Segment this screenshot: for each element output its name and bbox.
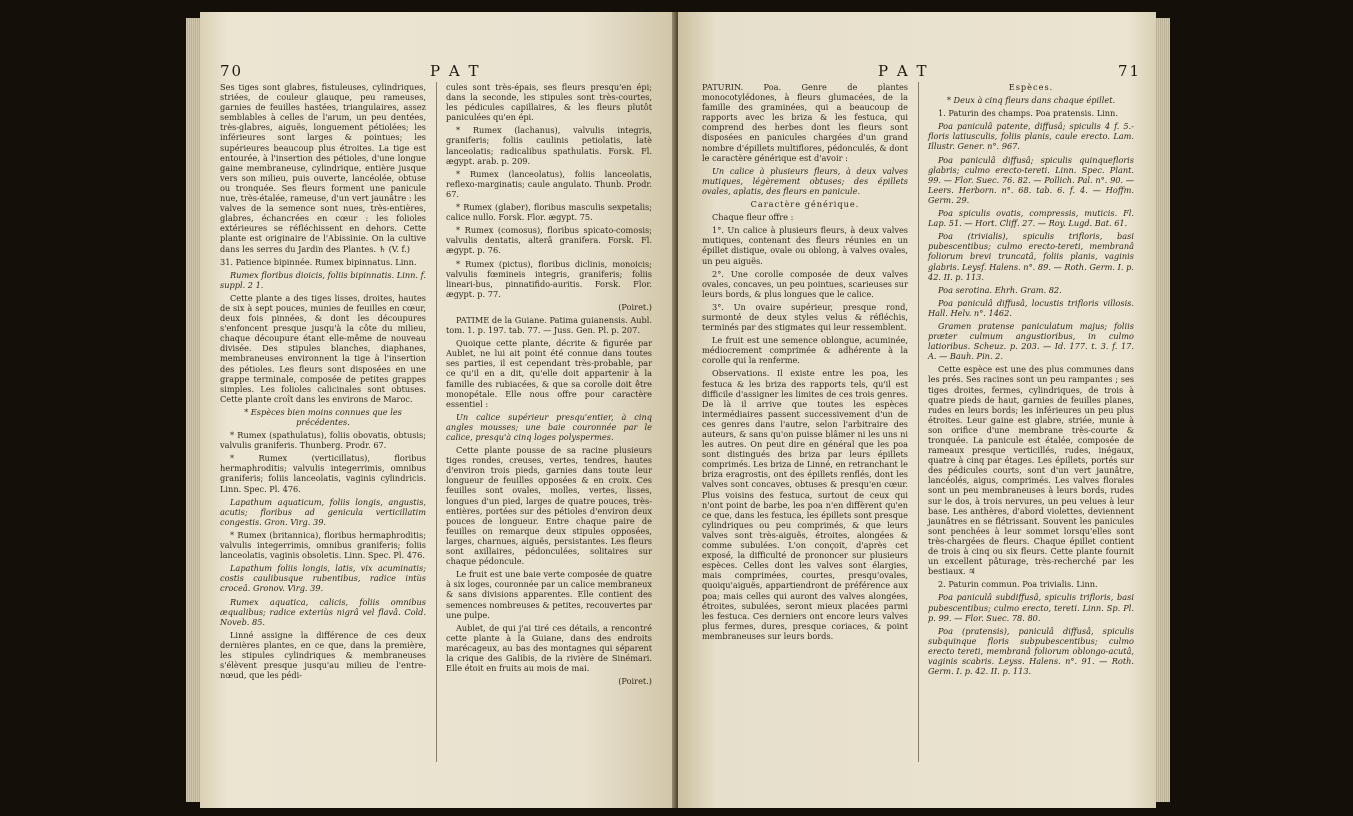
paragraph: * Rumex (britannica), floribus hermaphroditis; valvulis integerrimis, omnibus graniferis; foliis lanceolatis, vaginis obsoletis. Linn. Spec. Pl. 476. [220,529,426,561]
paragraph: Gramen pratense paniculatum majus; foliis præter culmum angustioribus, in culmo latioribus. Scheuz. p. 203. — Id. 177. t. 3. f. 17. A. — Bauh. Pin. 2. [928,320,1134,362]
column-rule [918,82,919,762]
paragraph: Poa paniculâ diffusâ, locustis trifloris villosis. Hall. Helv. n°. 1462. [928,297,1134,318]
left-page-number: 70 [220,62,244,80]
author-signature: (Poiret.) [618,301,652,312]
section-heading: Espèces. [1008,82,1054,92]
paragraph: Observations. Il existe entre les poa, les festuca & les briza des rapports tels, qu'il est difficile d'assigner les limites de ces trois genres. De là il arrive que toutes les espèces intermédiaires passent successivement d'un de ces genres dans l'autre, selon l'arbitraire des auteurs, & sans qu'on puisse blâmer ni les uns ni les autres. On peut dire en général que les poa sont distingués des briza par leurs épillets comprimés. Les briza de Linné, en retranchant le briza eragrostis, ont des épillets renflés, dont les valves sont concaves, obtuses & presqu'en cœur. Plus voisins des festuca, surtout de ceux qui n'ont point de barbe, les poa n'en diffèrent qu'en ce que, dans les festuca, les épillets sont presque cylindriques ou peu comprimés, & que leurs valves sont très-aiguës, étroites, alongées & comme subulées. L'on conçoit, d'après cet exposé, la difficulté de prononcer sur plusieurs espèces. Celles dont les valves sont élargies, mais comprimées, courtes, presqu'ovales, quoiqu'aiguës, appartiendront de préférence aux poa; mais celles qui auront des valves alongées, étroites, subulées, seront mieux placées parmi les festuca. Ces derniers ont encore leurs valves plus fermes, dures, presque coriaces, & point membraneuses sur leurs bords. [702,368,908,641]
paragraph: Poa paniculâ patente, diffusâ; spiculis 4 f. 5.-floris latiusculis, foliis planis, caule erecto. Lam. Illustr. Gener. n°. 967. [928,121,1134,152]
genus-heading: PATURIN. Poa. Genre de plantes monocotylédones, à fleurs glumacées, de la famille des graminées, qui a beaucoup de rapports avec les briza & les festuca, qui comprend des herbes dont les fleurs sont disposées en panicules chargées d'un grand nombre d'épillets multiflores, pédonculés, & dont le caractère générique est d'avoir : [702,82,908,163]
paragraph: 2°. Une corolle composée de deux valves ovales, concaves, un peu pointues, scarieuses sur leurs bords, & plus longues que le calice. [702,268,908,299]
paragraph: Aublet, de qui j'ai tiré ces détails, a rencontré cette plante à la Guiane, dans des endroits marécageux, au bas des montagnes qui séparent la crique des Galibis, de la rivière de Sinémari. Elle étoit en fruits au mois de mai. [446,622,652,674]
left-running-head: P A T [430,62,481,80]
species-heading: 2. Paturin commun. Poa trivialis. Linn. [938,579,1098,590]
paragraph: * Rumex (verticillatus), floribus hermaphroditis; valvulis integerrimis, omnibus graniferis; foliis lanceolatis, vaginis cylindricis. Linn. Spec. Pl. 476. [220,453,426,494]
paragraph: Cette plante pousse de sa racine plusieurs tiges rondes, creuses, vertes, tendres, hautes d'environ trois pieds, garnies dans toute leur longueur de feuilles opposées & en croix. Ces feuilles sont ovales, molles, vertes, lisses, longues d'un pied, larges de quatre pouces, très-entières, portées sur des pétioles d'environ deux pouces de longueur. Entre chaque paire de feuilles on remarque deux stipules opposées, larges, charnues, aiguës, persistantes. Les fleurs sont axillaires, pédonculées, solitaires sur chaque pédoncule. [446,445,652,567]
paragraph: Poa serotina. Ehrh. Gram. 82. [938,284,1062,295]
author-signature: (Poiret.) [618,676,652,687]
genus-heading: PATIME de la Guiane. Patima guianensis. Aubl. tom. 1. p. 197. tab. 77. — Juss. Gen. Pl. p. 207. [446,314,652,336]
paragraph: Rumex aquatica, calicis, foliis omnibus æqualibus; radice exteriùs nigrâ vel flavâ. Cold. Noveb. 85. [220,596,426,627]
paragraph: Rumex floribus dioicis, foliis bipinnatis. Linn. f. suppl. 2 1. [220,269,426,290]
paragraph: Quoique cette plante, décrite & figurée par Aublet, ne lui ait point été connue dans toutes ses parties, il est cependant très-probable, par ce qu'il en a dit, qu'elle doit appartenir à la famille des rubiacées, & que sa corolle doit être monopétale. Elle nous offre pour caractère essentiel : [446,338,652,409]
paragraph: Cette espèce est une des plus communes dans les prés. Ses racines sont un peu rampantes ; ses tiges droites, fermes, cylindriques, de trois à quatre pieds de haut, garnies de feuilles planes, rudes en leurs bords; les inférieures un peu plus étroites. Leur gaine est glabre, striée, munie à son orifice d'une membrane très-courte & tronquée. La panicule est étalée, composée de rameaux presque verticillés, rudes, inégaux, quatre à cinq par étages. Les épillets, portés sur des pédicules courts, sont d'un vert jaunâtre, lancéolés, aigus, comprimés. Les valves florales sont un peu membraneuses à leurs bords, rudes sur le dos, à trois nervures, un peu velues à leur base. Les anthères, d'abord violettes, deviennent jaunâtres en se flétrissant. Souvent les panicules sont penchées à leur sommet lorsqu'elles sont très-chargées de fleurs. Chaque épillet contient de trois à cinq ou six fleurs. Cette plante fournit un excellent pâturage, très-recherché par les bestiaux. ♃ [928,364,1134,577]
paragraph: Ses tiges sont glabres, fistuleuses, cylindriques, striées, de couleur glauque, peu rameuses, garnies de feuilles hastées, triangulaires, assez semblables à celles de l'arum, un peu dentées, très-glabres, aiguës, longuement pétiolées; les inférieures sont larges & pointues; les supérieures beaucoup plus étroites. La tige est entourée, à l'insertion des pétioles, d'une longue gaine membraneuse, cylindrique, entière jusque vers son milieu, puis ouverte, lancéolée, obtuse ou tronquée. Ses fleurs forment une panicule nue, très-étalée, rameuse, d'un vert jaunâtre : les valves de la semence sont nues, très-entières, glabres, échancrées en cœur : les folioles extérieures se réfléchissent en dehors. Cette plante est originaire de l'Abissinie. On la cultive dans les serres du Jardin des Plantes. ♄ (V. f.) [220,82,426,254]
right-page-edges [1156,18,1170,802]
paragraph: Poa spiculis ovatis, compressis, muticis. Fl. Lap. 51. — Hort. Cliff. 27. — Roy. Lugd. Bat. 61. [928,208,1134,229]
paragraph: Poa (trivialis), spiculis trifloris, basi pubescentibus; culmo erecto-tereti, membranâ foliorum brevi truncatâ, foliis planis, vaginis glabris. Leysf. Halens. n°. 89. — Roth. Germ. I. p. 42. II. p. 113. [928,231,1134,282]
paragraph: 1°. Un calice à plusieurs fleurs, à deux valves mutiques, contenant des fleurs réunies en un épillet distique, ovale ou oblong, à valves ovales, un peu aiguës. [702,225,908,266]
paragraph: * Rumex (glaber), floribus masculis sexpetalis; calice nullo. Forsk. Flor. ægypt. 75. [446,202,652,223]
paragraph: cules sont très-épais, ses fleurs presqu'en épi; dans la seconde, les stipules sont très-courtes, les pédicules capillaires, & les fleurs plutôt paniculées qu'en épi. [446,82,652,123]
paragraph: Poa paniculâ subdiffusâ, spiculis trifloris, basi pubescentibus; culmo erecto, tereti. Linn. Sp. Pl. p. 99. — Flor. Suec. 78. 80. [928,592,1134,623]
paragraph: 3°. Un ovaire supérieur, presque rond, surmonté de deux styles velus & réfléchis, terminés par des stigmates qui leur ressemblent. [702,301,908,333]
species-heading: 31. Patience bipinnée. Rumex bipinnatus. Linn. [220,256,417,267]
paragraph: Un calice à plusieurs fleurs, à deux valves mutiques, légèrement obtuses; des épillets ovales, aplatis, des fleurs en panicule. [702,165,908,196]
paragraph: Lapathum aquaticum, foliis longis, angustis, acutis; floribus ad genicula verticillatim congestis. Gron. Virg. 39. [220,496,426,527]
species-heading: 1. Paturin des champs. Poa pratensis. Linn. [938,108,1118,119]
left-column-1 [220,82,426,683]
paragraph: Lapathum foliis longis, latis, vix acuminatis; costis caulibusque rubentibus, radice intùs croceâ. Gronov. Virg. 39. [220,563,426,594]
right-column-2 [928,82,1134,679]
right-column-1 [702,82,908,644]
paragraph: Le fruit est une semence oblongue, acuminée, médiocrement comprimée & adhérente à la corolle qui la renferme. [702,335,908,366]
paragraph: Poa paniculâ diffusâ; spiculis quinquefloris glabris; culmo erecto-tereti. Linn. Spec. Plant. 99. — Flor. Suec. 76. 82. — Pollich. Pal. n°. 90. — Leers. Herborn. n°. 68. tab. 6. f. 4. — Hoffm. Germ. 29. [928,154,1134,205]
right-page [678,12,1156,808]
paragraph: * Rumex (lanceolatus), foliis lanceolatis, reflexo-marginatis; caule angulato. Thunb. Prodr. 67. [446,168,652,199]
paragraph: Un calice supérieur presqu'entier, à cinq angles mousses; une baie couronnée par le calice, presqu'à cinq loges polyspermes. [446,411,652,442]
paragraph: Chaque fleur offre : [712,212,794,223]
section-heading: * Deux à cinq fleurs dans chaque épillet. [946,95,1116,106]
paragraph: * Rumex (lachanus), valvulis integris, graniferis; foliis caulinis petiolatis, latè lanceolatis; radicalibus spathulatis. Forsk. Fl. ægypt. arab. p. 209. [446,125,652,166]
section-heading: Caractère générique. [750,199,860,210]
paragraph: * Rumex (pictus), floribus diclinis, monoicis; valvulis fœmineis integris, graniferis; foliis lineari-bus, pinnatifido-auritis. Forsk. Flor. ægypt. p. 77. [446,258,652,299]
paragraph: Poa (pratensis), paniculâ diffusâ, spiculis subquinque floris subpubescentibus; culmo erecto tereti, membranâ foliorum oblongo-acutâ, vaginis scabris. Leyss. Halens. n°. 91. — Roth. Germ. I. p. 42. II. p. 113. [928,625,1134,677]
right-running-head: P A T [878,62,929,80]
section-heading: * Espèces bien moins connues que les précédentes. [244,406,402,427]
paragraph: * Rumex (spathulatus), foliis obovatis, obtusis; valvulis graniferis. Thunberg. Prodr. 67. [220,430,426,451]
left-column-2 [446,82,652,689]
paragraph: Cette plante a des tiges lisses, droites, hautes de six à sept pouces, munies de feuilles en cœur, deux fois pinnées, & dont les découpures s'enfoncent presque jusqu'à la côte du milieu, chaque découpure étant elle-même de nouveau divisée. Des stipules blanches, diaphanes, membraneuses environnent la tige à l'insertion des pétioles. Les fleurs sont disposées en une grappe terminale, composée de petites grappes simples. Les folioles calicinales sont obtuses. Cette plante croît dans les environs de Maroc. [220,292,426,404]
paragraph: Le fruit est une baie verte composée de quatre à six loges, couronnée par un calice membraneux & sans divisions apparentes. Elle contient des semences nombreuses & petites, recouvertes par une pulpe. [446,569,652,620]
column-rule [436,82,437,762]
left-page [200,12,678,808]
right-page-number: 71 [1118,62,1142,80]
paragraph: * Rumex (comosus), floribus spicato-comosis; valvulis dentatis, alterâ granifera. Forsk. Fl. ægypt. p. 76. [446,225,652,256]
paragraph: Linné assigne la différence de ces deux dernières plantes, en ce que, dans la première, les stipules cylindriques & membraneuses s'élèvent presque jusqu'au milieu de l'entre-nœud, que les pédi- [220,629,426,681]
left-page-edges [186,18,200,802]
